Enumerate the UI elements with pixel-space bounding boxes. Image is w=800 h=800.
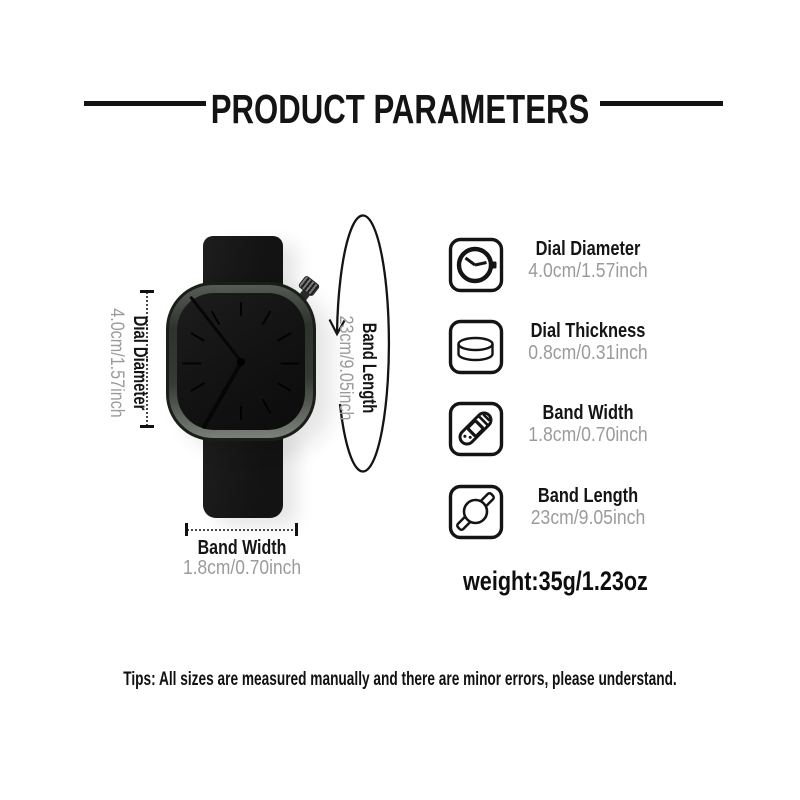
page-title: PRODUCT PARAMETERS xyxy=(210,86,590,132)
param-label: Band Length xyxy=(537,485,639,507)
band-width-annotation-label: Band Width xyxy=(197,537,287,559)
measure-cap xyxy=(185,523,188,536)
dial-diameter-annotation xyxy=(105,213,151,513)
band-length-icon xyxy=(448,484,504,540)
weight-text: weight:35g/1.23oz xyxy=(463,566,648,596)
band-length-annotation-value: 23cm/9.05inch xyxy=(335,315,356,421)
band-width-annotation-value: 1.8cm/0.70inch xyxy=(182,557,301,579)
param-label: Dial Thickness xyxy=(530,320,646,342)
param-row-dial-diameter xyxy=(448,237,710,293)
param-row-dial-thickness xyxy=(448,319,710,375)
param-value: 0.8cm/0.31inch xyxy=(528,342,648,364)
band-length-annotation xyxy=(334,218,380,518)
watch-strap-bottom xyxy=(203,428,283,518)
param-row-band-length xyxy=(448,484,710,540)
dial-diameter-annotation-label: Dial Diameter xyxy=(129,315,150,411)
watch-case xyxy=(166,282,316,441)
param-text xyxy=(515,485,661,529)
param-value: 1.8cm/0.70inch xyxy=(528,424,648,446)
hands-hub xyxy=(237,358,245,366)
band-width-icon xyxy=(448,401,504,457)
param-label: Band Width xyxy=(542,402,634,424)
watch-dial-icon xyxy=(448,237,504,293)
band-width-measure-line xyxy=(187,529,297,531)
dial-diameter-annotation-value: 4.0cm/1.57inch xyxy=(106,308,127,418)
param-text xyxy=(515,320,661,364)
tips-text: Tips: All sizes are measured manually and there are minor errors, please understand. xyxy=(123,669,677,690)
param-label: Dial Diameter xyxy=(535,238,641,260)
watch-dial xyxy=(177,293,305,430)
title-right-line xyxy=(600,101,723,106)
band-length-annotation-label: Band Length xyxy=(358,322,379,414)
param-text xyxy=(515,402,661,446)
dial-thickness-icon xyxy=(448,319,504,375)
param-text xyxy=(515,238,661,282)
param-value: 4.0cm/1.57inch xyxy=(528,260,648,282)
param-row-band-width xyxy=(448,401,710,457)
measure-cap xyxy=(295,523,298,536)
param-value: 23cm/9.05inch xyxy=(530,507,646,529)
